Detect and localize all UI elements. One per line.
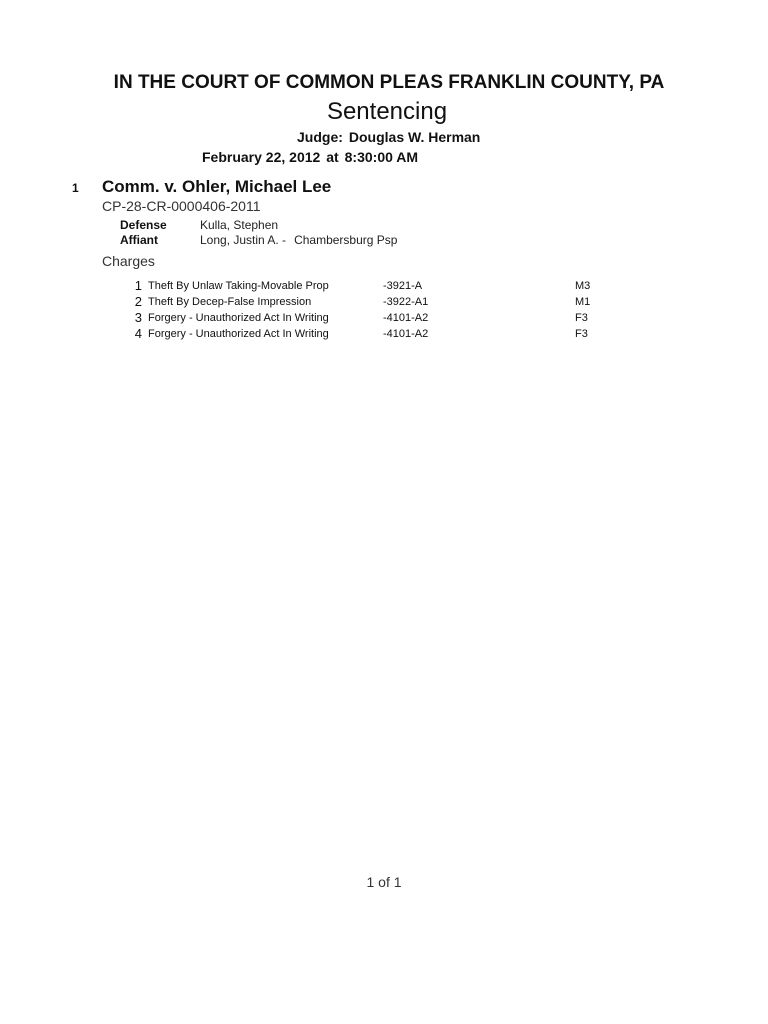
charge-statute: -3922-A1 xyxy=(383,296,429,308)
charge-grade: F3 xyxy=(575,328,588,340)
document-title: Sentencing xyxy=(326,98,448,125)
charge-number: 3 xyxy=(134,310,142,325)
defense-label: Defense xyxy=(120,218,167,232)
charge-description: Forgery - Unauthorized Act In Writing xyxy=(148,328,329,340)
charge-grade: M1 xyxy=(575,296,591,308)
docket-number: CP-28-CR-0000406-2011 xyxy=(102,198,261,214)
charge-description: Theft By Unlaw Taking-Movable Prop xyxy=(148,280,329,292)
charge-statute: -4101-A2 xyxy=(383,312,429,324)
page-number: 1 of 1 xyxy=(366,874,402,890)
judge-name: Douglas W. Herman xyxy=(348,129,481,145)
court-title: IN THE COURT OF COMMON PLEAS FRANKLIN COUNTY, PA xyxy=(113,72,665,93)
affiant-value xyxy=(200,233,397,247)
affiant-name: Long, Justin A. - xyxy=(200,233,287,247)
charge-grade: M3 xyxy=(575,280,591,292)
hearing-datetime xyxy=(202,149,418,165)
charge-number: 1 xyxy=(134,278,142,293)
charge-number: 2 xyxy=(134,294,142,309)
charge-statute: -4101-A2 xyxy=(383,328,429,340)
defense-attorney: Kulla, Stephen xyxy=(200,218,279,232)
charge-description: Theft By Decep-False Impression xyxy=(148,296,312,308)
charge-grade: F3 xyxy=(575,312,588,324)
charge-description: Forgery - Unauthorized Act In Writing xyxy=(148,312,329,324)
case-name: Comm. v. Ohler, Michael Lee xyxy=(102,177,332,196)
charge-statute: -3921-A xyxy=(383,280,423,292)
charge-number: 4 xyxy=(134,326,142,341)
hearing-time: 8:30:00 AM xyxy=(344,149,419,165)
affiant-label: Affiant xyxy=(120,233,158,247)
hearing-date: February 22, 2012 xyxy=(202,149,321,165)
at-label: at xyxy=(326,149,339,165)
affiant-agency: Chambersburg Psp xyxy=(294,233,398,247)
judge-label: Judge: xyxy=(297,129,343,145)
charges-heading: Charges xyxy=(102,253,155,269)
case-number: 1 xyxy=(72,181,79,195)
judge-line xyxy=(297,129,480,145)
